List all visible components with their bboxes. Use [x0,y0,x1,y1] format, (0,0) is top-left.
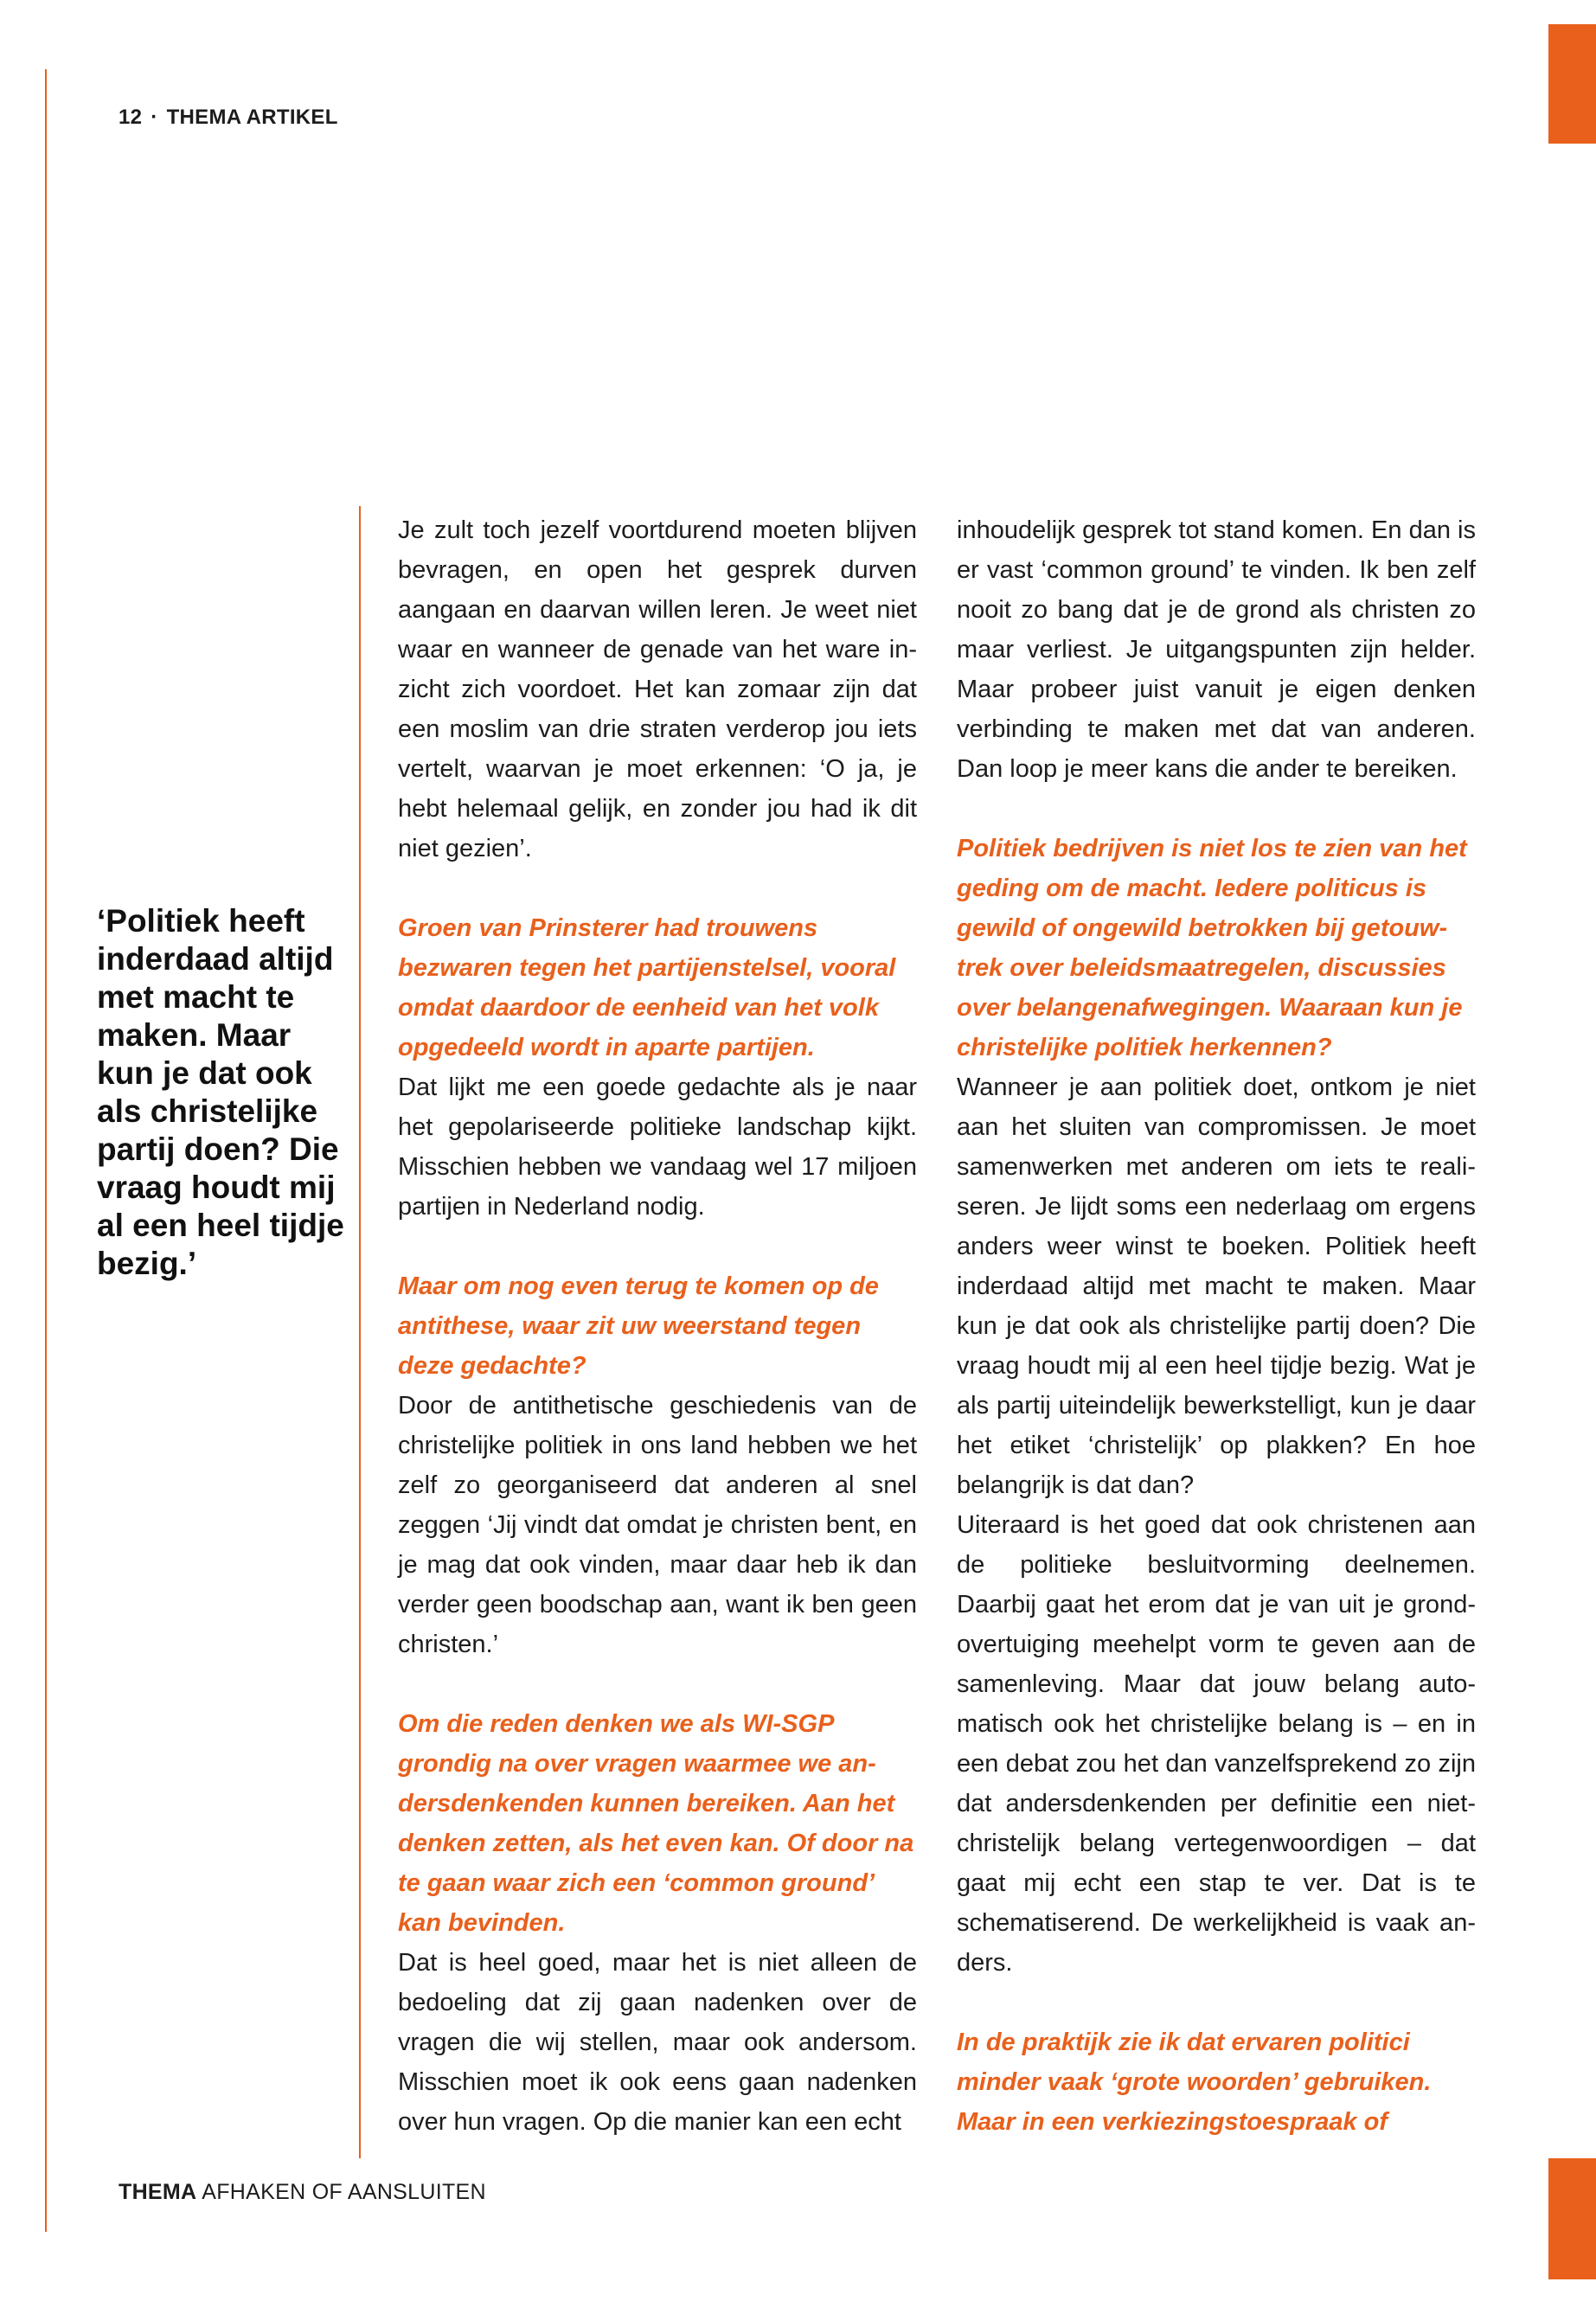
paragraph: inhoudelijk gesprek tot stand komen. En dan is er vast ‘common ground’ te vinden. Ik ben zelf nooit zo bang dat je de grond als christen zo maar verliest. Je uitgangspunten zijn helder. Maar probeer juist vanuit je eigen denken verbinding te maken met dat van anderen. Dan loop je meer kans die ander te bereiken. [957,516,1476,783]
column-rule [359,506,361,2158]
paragraph: Wanneer je aan politiek doet, ontkom je niet aan het sluiten van compromissen. Je moet samenwerken met anderen om iets te realiseren. Je lijdt soms een nederlaag om ergens anders weer winst te boeken. Politiek heeft inderdaad altijd met macht te maken. Maar kun je dat ook als christelijke partij doen? Die vraag houdt mij al een heel tijdje bezig. Wat je als partij uiteindelijk bewerkstelligt, kun je daar het etiket ‘christelijk’ op plakken? En hoe belangrijk is dat dan? [957,1074,1476,1499]
header-separator: · [151,106,158,129]
running-head [119,106,338,130]
article-column-2 [957,510,1476,2142]
paragraph: Je zult toch jezelf voortdurend moeten blijven bevragen, en open het gesprek durven aangaan en daarvan willen leren. Je weet niet waar en wanneer de genade van het ware inzicht zich voordoet. Het kan zomaar zijn dat een moslim van drie straten verderop jou iets vertelt, waarvan je moet erkennen: ‘O ja, je hebt helemaal gelijk, en zonder jou had ik dit niet gezien’. [398,516,917,862]
paragraph: Dat is heel goed, maar het is niet alleen de bedoeling dat zij gaan nadenken over de vragen die wij stellen, maar ook andersom. Misschien moet ik ook eens gaan nadenken over hun vragen. Op die manier kan een echt [398,1949,917,2136]
interview-question: Maar om nog even terug te komen op de antithese, waar zit uw weerstand tegen deze gedachte? [398,1272,879,1380]
interview-question: In de praktijk zie ik dat ervaren politici minder vaak ‘grote woorden’ gebruiken. Maar in een verkiezingstoespraak of [957,2029,1432,2136]
article-column-1 [398,510,917,2142]
interview-question: Politiek bedrijven is niet los te zien van het geding om de macht. Iedere politicus is gewild of ongewild betrokken bij getouwtrek over beleidsmaatregelen, discussies over belangenafwegingen. Waaraan kun je christelijke politiek herkennen? [957,835,1467,1061]
footer-magazine: THEMA [119,2180,197,2204]
orange-edge-tab-bottom [1548,2158,1596,2279]
orange-edge-tab-top [1548,24,1596,144]
pull-quote: ‘Politiek heeft inderdaad altijd met macht te maken. Maar kun je dat ook als christelijke partij doen? Die vraag houdt mij al een heel tijdje bezig.’ [97,903,344,1281]
paragraph: Uiteraard is het goed dat ook christenen aan de politieke besluitvorming deelnemen. Daarbij gaat het erom dat je van uit je grondovertuiging meehelpt vorm te geven aan de samenleving. Maar dat jouw belang automatisch ook het christelijke belang is – en in een debat zou het dan vanzelfsprekend zo zijn dat andersdenkenden per definitie een niet-christelijk belang vertegenwoordigen – dat gaat mij echt een stap te ver. Dat is te schematiserend. De werkelijkheid is vaak anders. [957,1511,1476,1977]
paragraph: Dat lijkt me een goede gedachte als je naar het gepolariseerde politieke landschap kijkt. Misschien hebben we vandaag wel 17 miljoen partijen in Nederland nodig. [398,1074,917,1221]
margin-rule [45,69,47,2232]
footer-issue-title: AFHAKEN OF AANSLUITEN [202,2180,486,2204]
footer [119,2180,486,2205]
interview-question: Groen van Prinsterer had trouwens bezwaren tegen het partijenstelsel, vooral omdat daardoor de eenheid van het volk opgedeeld wordt in aparte partijen. [398,914,896,1061]
page-number: 12 [119,106,143,129]
paragraph: Door de antithetische geschiedenis van de christelijke politiek in ons land hebben we het zelf zo georganiseerd dat anderen al snel zeggen ‘Jij vindt dat omdat je christen bent, en je mag dat ook vinden, maar daar heb ik dan verder geen boodschap aan, want ik ben geen christen.’ [398,1392,917,1658]
interview-question: Om die reden denken we als WI-SGP grondig na over vragen waarmee we andersdenkenden kunnen bereiken. Aan het denken zetten, als het even kan. Of door na te gaan waar zich een ‘common ground’ kan bevinden. [398,1710,914,1937]
section-label: THEMA ARTIKEL [166,106,338,129]
